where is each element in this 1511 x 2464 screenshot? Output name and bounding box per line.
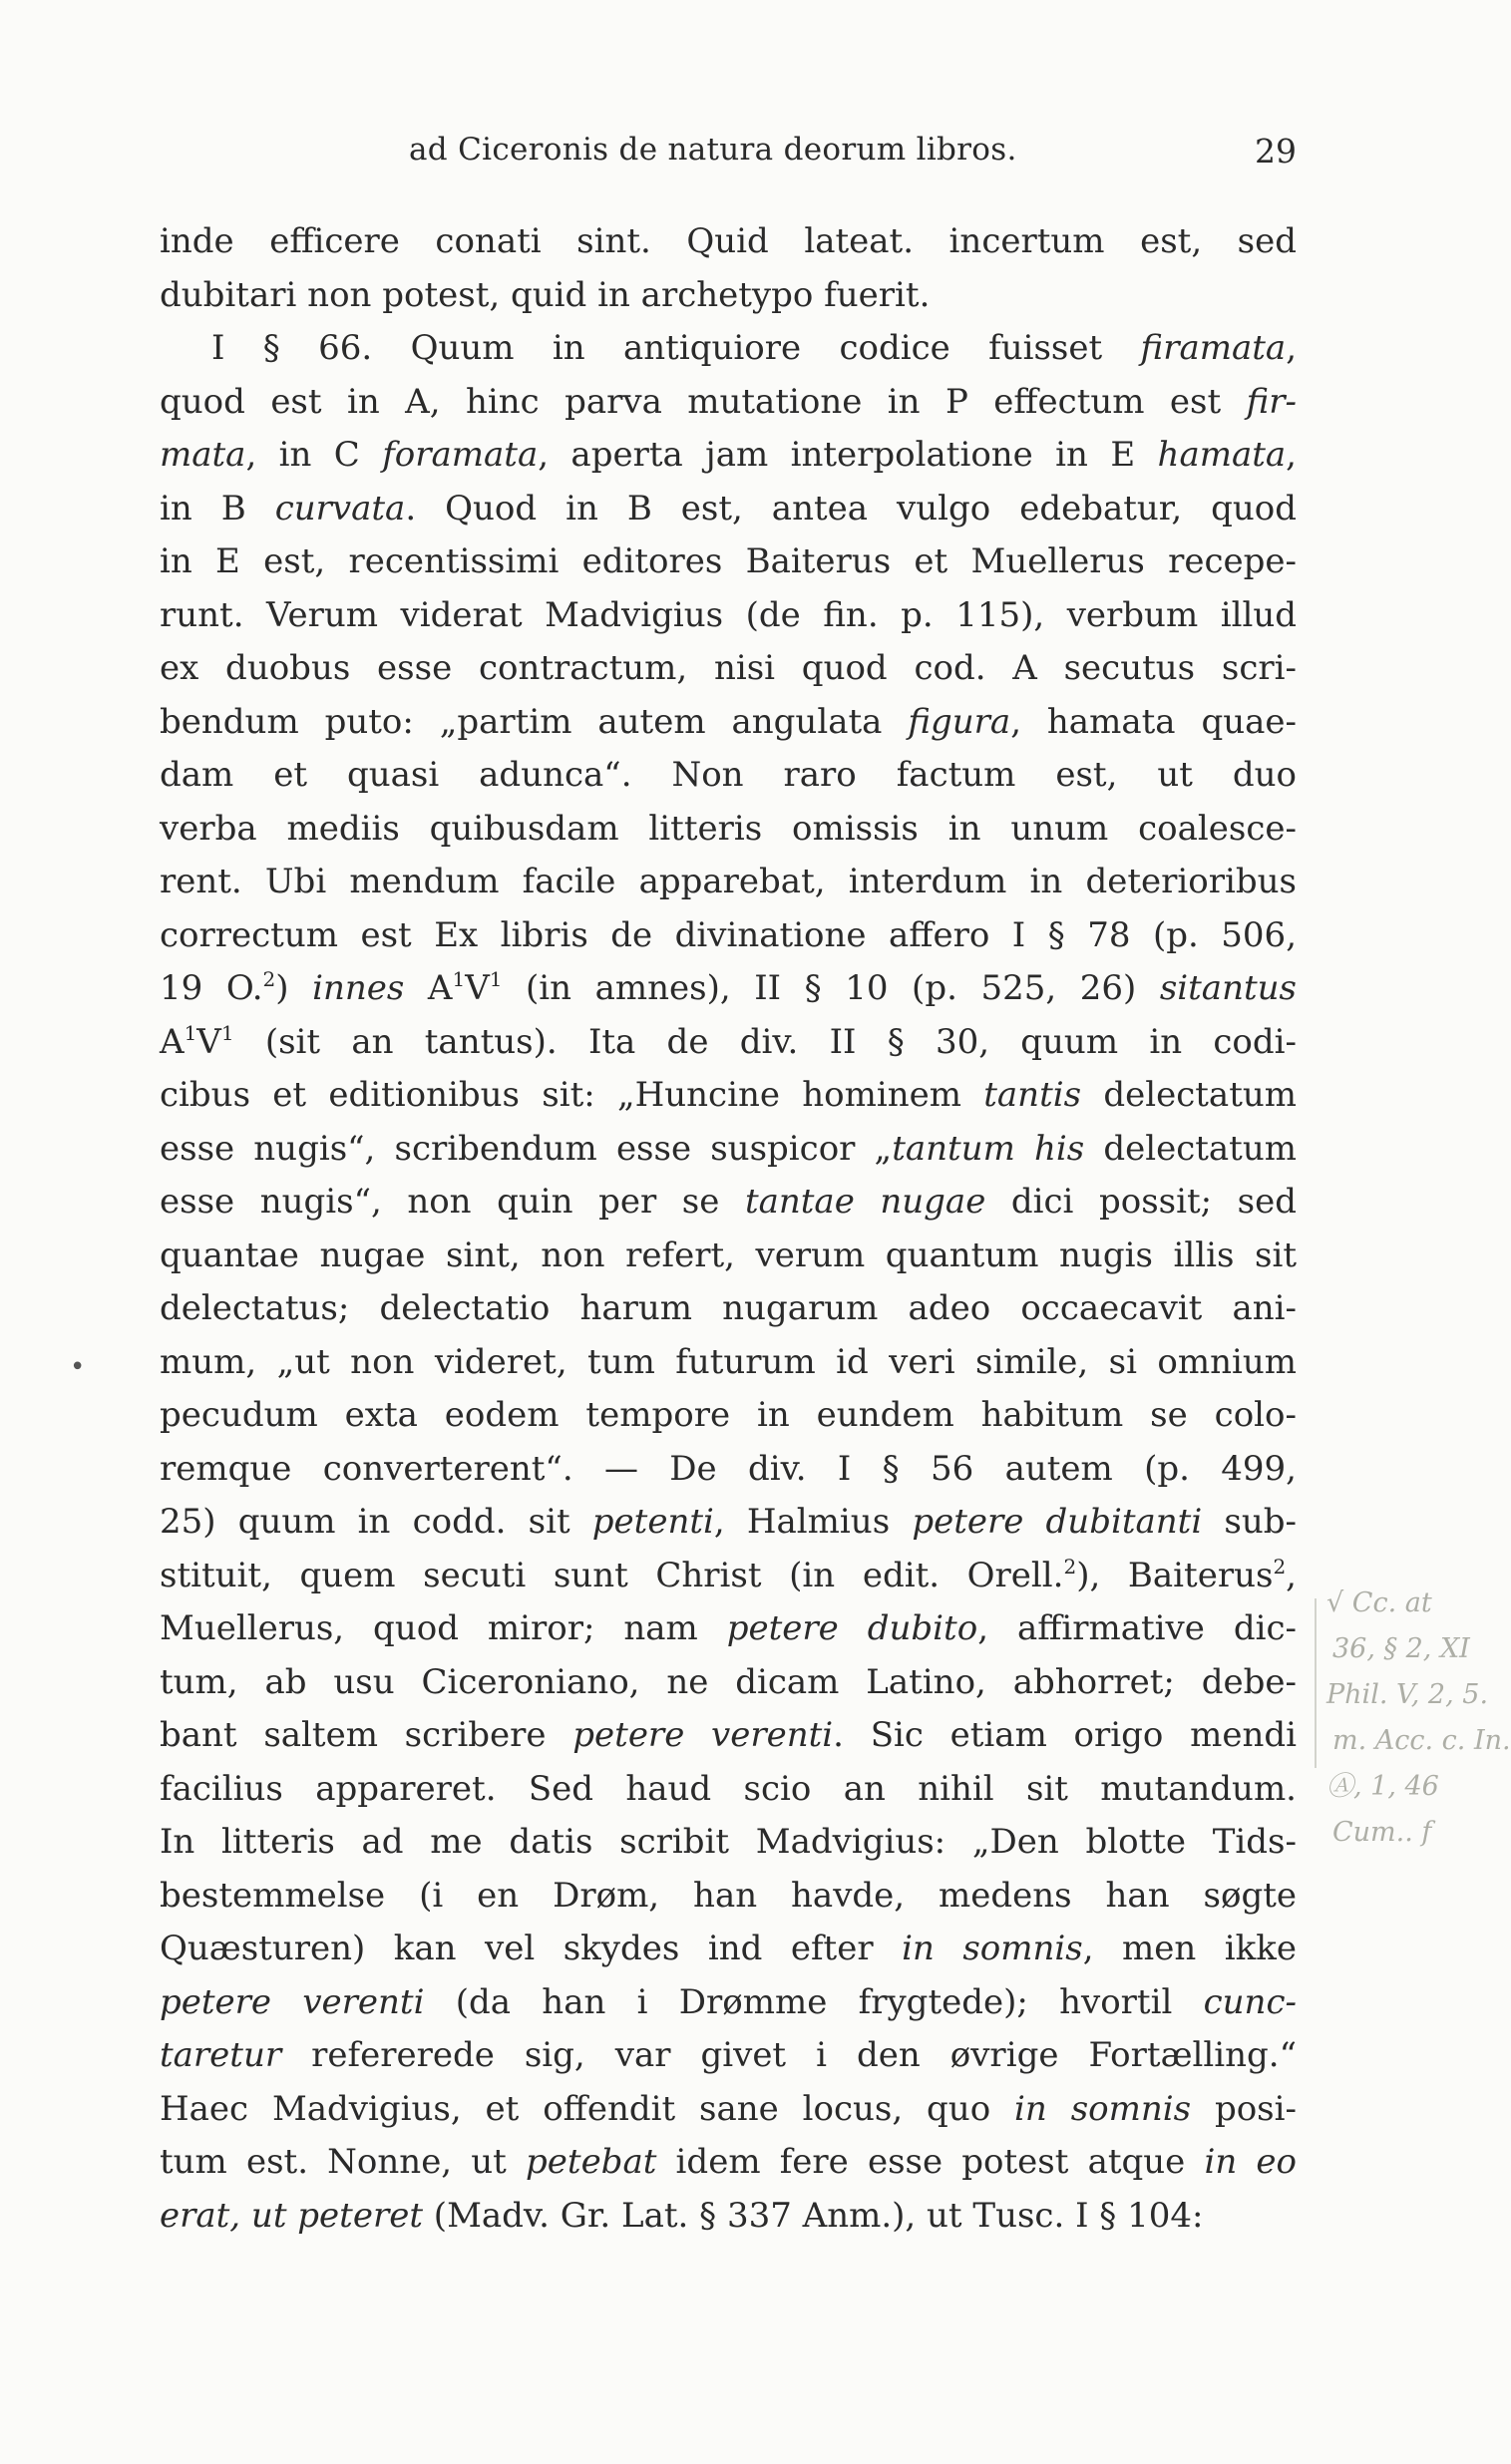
text-segment: idem fere esse potest atque (656, 2142, 1205, 2182)
text-segment: ) (275, 968, 313, 1008)
italic-segment: erat, ut peteret (160, 2195, 423, 2236)
text-segment: correctum est Ex libris de divinatione affero I § 78 (p. 506, (160, 914, 1297, 955)
superscript-segment: 2 (1063, 1554, 1077, 1579)
page-header (160, 132, 1297, 181)
text-line (160, 1656, 1297, 1710)
text-line (160, 269, 1297, 323)
italic-segment: tantis (983, 1075, 1082, 1115)
margin-bracket (1315, 1598, 1317, 1768)
italic-segment: petere dubito (726, 1608, 978, 1648)
text-segment: posi- (1191, 2088, 1297, 2129)
text-line (160, 1282, 1297, 1336)
text-line (160, 856, 1297, 909)
superscript-segment: 1 (184, 1020, 197, 1045)
text-segment: , affirmative dic- (977, 1608, 1297, 1648)
text-segment: Haec Madvigius, et offendit sane locus, quo (160, 2088, 1015, 2129)
italic-segment: tantae nugae (744, 1182, 986, 1222)
text-line (160, 1923, 1297, 1976)
text-line (160, 642, 1297, 696)
text-line (160, 749, 1297, 803)
margin-note-line: 36, § 2, XI (1332, 1633, 1470, 1664)
italic-segment: fir- (1246, 381, 1297, 422)
text-line (160, 322, 1297, 376)
text-segment: , (1286, 435, 1297, 475)
text-line (160, 2083, 1297, 2137)
text-line (160, 1602, 1297, 1656)
text-segment: tum est. Nonne, ut (160, 2142, 527, 2182)
text-segment: bendum puto: „partim autem angulata (160, 701, 909, 742)
text-segment: Quæsturen) kan vel skydes ind efter (160, 1929, 903, 1968)
text-segment: , hamata quae- (1010, 701, 1297, 742)
italic-segment: tantum his (892, 1128, 1085, 1169)
body-text (160, 215, 1297, 2243)
text-segment: quantae nugae sint, non refert, verum quantum nugis illis sit (160, 1234, 1297, 1275)
text-segment: rent. Ubi mendum facile apparebat, interdum in deterioribus (160, 862, 1297, 901)
text-line (160, 1550, 1297, 1603)
text-line (160, 1709, 1297, 1763)
text-segment: quod est in A, hinc parva mutatione in P effectum est (160, 381, 1247, 422)
text-segment: (da han i Drømme frygtede); hvortil (424, 1981, 1204, 2022)
text-segment: tum, ab usu Ciceroniano, ne dicam Latino, abhorret; debe- (160, 1661, 1297, 1702)
italic-segment: in eo (1204, 2142, 1297, 2182)
text-segment: V (196, 1021, 221, 1062)
italic-segment: petebat (526, 2142, 657, 2182)
text-segment: , (1286, 1555, 1297, 1595)
text-segment: A (404, 968, 453, 1008)
text-segment: I § 66. Quum in antiquiore codice fuisset (211, 328, 1141, 368)
italic-segment: in somnis (902, 1929, 1083, 1968)
text-segment: in E est, recentissimi editores Baiterus et Muellerus recepe- (160, 541, 1297, 581)
text-segment: ), Baiterus (1076, 1555, 1274, 1595)
italic-segment: innes (312, 968, 405, 1008)
text-segment: in B (160, 488, 275, 528)
italic-segment: in somnis (1014, 2088, 1192, 2129)
text-line (160, 803, 1297, 857)
text-line (160, 376, 1297, 430)
text-line (160, 1176, 1297, 1230)
text-segment: runt. Verum viderat Madvigius (de fin. p. 115), verbum illud (160, 594, 1297, 635)
italic-segment: foramata (382, 435, 539, 475)
text-segment: bant saltem scribere (160, 1715, 573, 1755)
text-segment: , aperta jam interpolatione in E (538, 435, 1158, 475)
margin-note-line: Phil. V, 2, 5. (1326, 1679, 1489, 1710)
text-segment: delectatus; delectatio harum nugarum adeo occaecavit ani- (160, 1288, 1297, 1328)
text-segment: dam et quasi adunca“. Non raro factum est, ut duo (160, 755, 1297, 795)
text-segment: cibus et editionibus sit: „Huncine hominem (160, 1075, 984, 1115)
text-line (160, 1123, 1297, 1177)
text-line (160, 1976, 1297, 2030)
text-segment: mum, „ut non videret, tum futurum id veri simile, si omnium (160, 1341, 1297, 1382)
text-line (160, 962, 1297, 1016)
italic-segment: petere verenti (572, 1715, 834, 1755)
superscript-segment: 1 (489, 967, 503, 991)
text-segment: bestemmelse (i en Drøm, han havde, medens han søgte (160, 1875, 1297, 1916)
italic-segment: petenti (591, 1502, 714, 1542)
text-line (160, 589, 1297, 643)
text-segment: . Sic etiam origo mendi (833, 1715, 1297, 1755)
text-segment: 19 O. (160, 968, 263, 1008)
text-line (160, 1443, 1297, 1497)
superscript-segment: 1 (220, 1020, 234, 1045)
text-segment: V (465, 968, 490, 1008)
text-segment: , Halmius (713, 1502, 913, 1542)
text-segment: Muellerus, quod miror; nam (160, 1608, 727, 1648)
text-segment: pecudum exta eodem tempore in eundem habitum se colo- (160, 1395, 1297, 1435)
text-segment: dubitari non potest, quid in archetypo fuerit. (160, 274, 931, 315)
text-segment: facilius appareret. Sed haud scio an nihil sit mutandum. (160, 1768, 1297, 1809)
text-line (160, 483, 1297, 536)
text-segment: (Madv. Gr. Lat. § 337 Anm.), ut Tusc. I § 104: (423, 2195, 1204, 2236)
text-segment: (in amnes), II § 10 (p. 525, 26) (502, 968, 1160, 1008)
text-line (160, 2029, 1297, 2083)
text-segment: remque converterent“. — De div. I § 56 autem (p. 499, (160, 1448, 1297, 1489)
text-segment: , in C (245, 435, 383, 475)
margin-note-line: √ Cc. at (1326, 1587, 1432, 1618)
italic-segment: firamata (1140, 328, 1287, 368)
margin-note-line: Ⓐ, 1, 46 (1326, 1771, 1439, 1802)
italic-segment: curvata (274, 488, 406, 528)
text-line (160, 1230, 1297, 1283)
text-segment: 25) quum in codd. sit (160, 1502, 592, 1542)
text-line (160, 1016, 1297, 1070)
italic-segment: hamata (1157, 435, 1287, 475)
text-line (160, 1389, 1297, 1443)
text-line (160, 1870, 1297, 1924)
text-line (160, 1763, 1297, 1817)
text-line (160, 696, 1297, 750)
text-segment: A (160, 1021, 185, 1062)
text-line (160, 429, 1297, 483)
italic-segment: figura (908, 701, 1011, 742)
text-segment: inde efficere conati sint. Quid lateat. incertum est, sed (160, 221, 1297, 261)
text-segment: delectatum (1084, 1128, 1297, 1169)
text-line (160, 2190, 1297, 2244)
italic-segment: taretur (160, 2035, 282, 2075)
text-line (160, 2136, 1297, 2190)
italic-segment: cunc- (1203, 1981, 1297, 2022)
text-line (160, 1336, 1297, 1390)
text-segment: sub- (1202, 1502, 1297, 1542)
text-segment: , (1286, 328, 1297, 368)
margin-mark: • (70, 1352, 86, 1382)
text-segment: ex duobus esse contractum, nisi quod cod. A secutus scri- (160, 648, 1297, 688)
text-segment: (sit an tantus). Ita de div. II § 30, quum in codi- (233, 1021, 1297, 1062)
superscript-segment: 2 (1273, 1554, 1287, 1579)
text-segment: refererede sig, var givet i den øvrige Fortælling.“ (281, 2035, 1297, 2075)
handwritten-margin-note (1315, 1581, 1511, 1880)
text-segment: esse nugis“, scribendum esse suspicor „ (160, 1128, 893, 1169)
margin-note-line: Cum.. f (1332, 1817, 1432, 1848)
text-segment: In litteris ad me datis scribit Madvigius: „Den blotte Tids- (160, 1822, 1297, 1862)
text-segment: dici possit; sed (985, 1182, 1297, 1222)
italic-segment: petere dubitanti (912, 1502, 1203, 1542)
text-segment: esse nugis“, non quin per se (160, 1182, 745, 1222)
running-title: ad Ciceronis de natura deorum libros. (409, 132, 1017, 168)
text-segment: stituit, quem secuti sunt Christ (in edit. Orell. (160, 1555, 1064, 1595)
margin-note-line: m. Acc. c. In. (1332, 1725, 1511, 1756)
text-line (160, 215, 1297, 269)
text-line (160, 1816, 1297, 1870)
text-segment: delectatum (1081, 1075, 1298, 1115)
superscript-segment: 2 (262, 967, 276, 991)
text-segment: . Quod in B est, antea vulgo edebatur, quod (405, 488, 1297, 528)
text-line (160, 1069, 1297, 1123)
italic-segment: petere verenti (160, 1981, 425, 2022)
italic-segment: sitantus (1159, 968, 1297, 1008)
superscript-segment: 1 (452, 967, 466, 991)
text-line (160, 535, 1297, 589)
text-segment: , men ikke (1082, 1929, 1298, 1968)
text-line (160, 909, 1297, 963)
text-line (160, 1496, 1297, 1550)
page-number: 29 (1255, 132, 1297, 171)
italic-segment: mata (160, 435, 246, 475)
text-segment: verba mediis quibusdam litteris omissis in unum coalesce- (160, 808, 1297, 849)
